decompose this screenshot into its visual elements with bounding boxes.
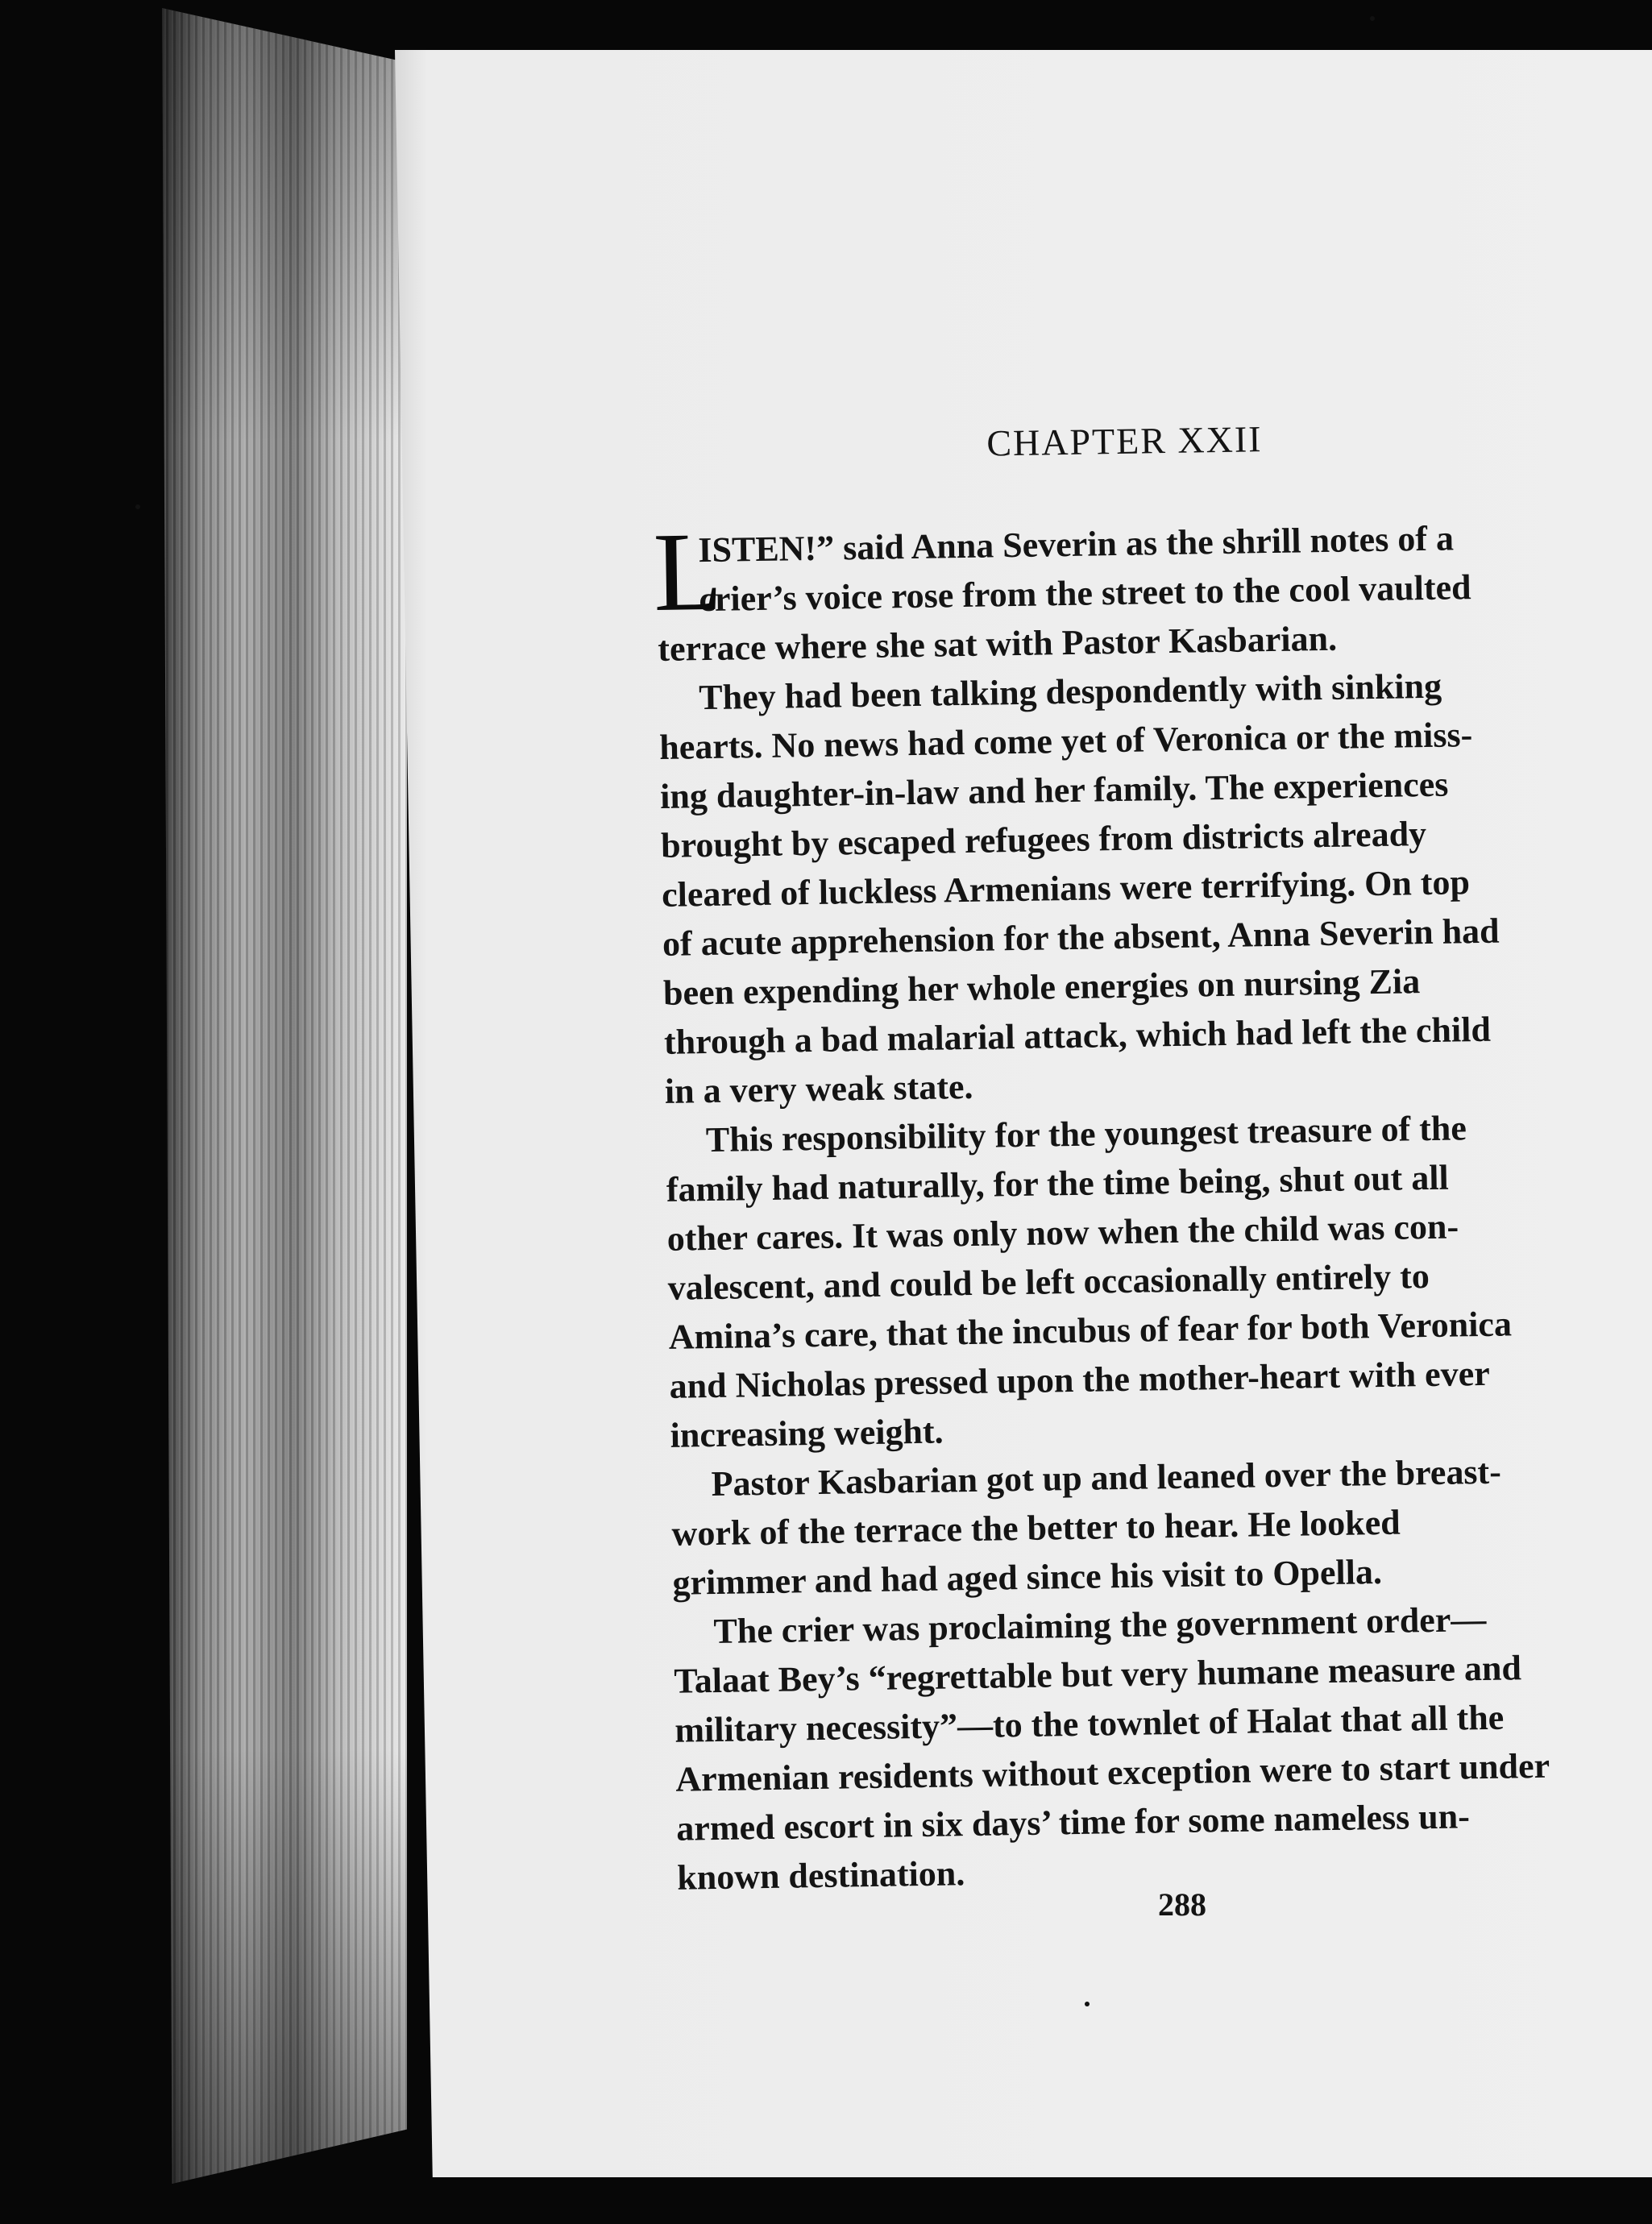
text-line: been expending her whole energies on nursing Zia: [662, 961, 1421, 1013]
text-line: terrace where she sat with Pastor Kasbarian.: [657, 618, 1338, 669]
text-line: Pastor Kasbarian got up and leaned over the breast-: [711, 1451, 1502, 1504]
text-line: grimmer and had aged since his visit to Opella.: [672, 1551, 1383, 1603]
text-line: ISTEN!” said Anna Severin as the shrill notes of a: [698, 518, 1455, 571]
text-line: in a very weak state.: [664, 1066, 973, 1111]
text-line: Amina’s care, that the incubus of fear for both Veronica: [668, 1304, 1513, 1357]
text-line: cleared of luckless Armenians were terrifying. On top: [661, 862, 1471, 915]
dust-speck: [1370, 16, 1375, 21]
dust-speck: [135, 504, 140, 509]
text-line: armed escort in six days’ time for some nameless un-: [675, 1796, 1471, 1848]
text-line: increasing weight.: [670, 1411, 944, 1455]
paragraph: [673, 1591, 1652, 1902]
text-line: hearts. No news had come yet of Veronica or the miss-: [658, 715, 1473, 767]
text-line: They had been talking despondently with sinking: [698, 666, 1442, 718]
text-line: family had naturally, for the time being, shut out all: [666, 1157, 1450, 1210]
text-line: work of the terrace the better to hear. He looked: [671, 1502, 1401, 1554]
chapter-body: [652, 508, 1652, 1902]
paragraph: [658, 658, 1652, 1116]
text-line: This responsibility for the youngest treasure of the: [705, 1108, 1467, 1160]
text-line: other cares. It was only now when the child was con-: [666, 1206, 1459, 1259]
chapter-title: CHAPTER XXII: [986, 418, 1263, 464]
text-line: brought by escaped refugees from districts already: [660, 814, 1427, 865]
text-line: of acute apprehension for the absent, Anna Severin had: [662, 911, 1500, 964]
text-line: The crier was proclaiming the government order—: [713, 1599, 1487, 1652]
dust-speck: [1085, 2002, 1090, 2006]
text-line: crier’s voice rose from the street to the cool vaulted: [698, 567, 1471, 620]
text-line: and Nicholas pressed upon the mother-heart with ever: [669, 1353, 1491, 1406]
drop-cap: L: [652, 508, 724, 636]
page-block-shadow: [157, 8, 407, 2184]
text-line: known destination.: [676, 1853, 965, 1898]
text-line: military necessity”—to the townlet of Halat that all the: [674, 1697, 1505, 1750]
text-line: ing daughter-in-law and her family. The experiences: [659, 764, 1449, 816]
paragraph: [670, 1444, 1652, 1607]
text-line: Armenian residents without exception were to start under: [674, 1745, 1550, 1799]
text-line: through a bad malarial attack, which had left the child: [663, 1009, 1492, 1062]
page-text: [654, 412, 1652, 1902]
paragraph: [665, 1100, 1652, 1459]
page-number: 288: [1158, 1886, 1206, 1923]
paragraph: [652, 508, 1652, 674]
text-line: Talaat Bey’s “regrettable but very humane measure and: [674, 1648, 1522, 1701]
text-line: valescent, and could be left occasionally entirely to: [667, 1256, 1430, 1308]
